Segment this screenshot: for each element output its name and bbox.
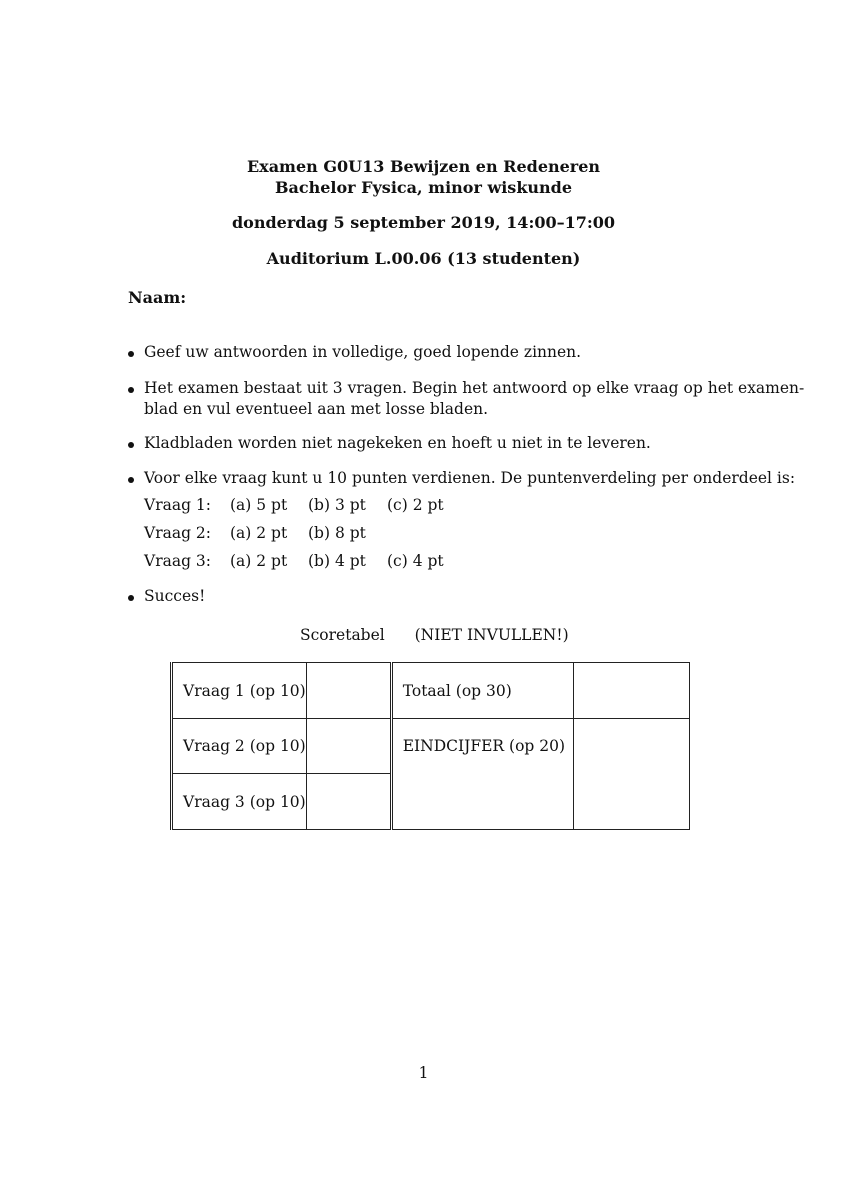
points-part: (b) 4 pt — [308, 552, 366, 570]
instruction-exam-structure-line1: Het examen bestaat uit 3 vragen. Begin het antwoord op elke vraag op het examen- — [144, 379, 805, 397]
score-cell-q2 — [306, 719, 391, 774]
bullet-dot — [128, 387, 134, 393]
score-label-total: Totaal (op 30) — [391, 663, 573, 719]
instruction-exam-structure-line2: blad en vul eventueel aan met losse bladen. — [144, 400, 489, 418]
score-table — [170, 662, 690, 830]
points-row-label: Vraag 3: — [144, 552, 212, 570]
bullet-dot — [128, 351, 134, 357]
score-label-final: EINDCIJFER (op 20) — [391, 719, 573, 830]
score-table-title: Scoretabel — [300, 626, 385, 644]
points-part: (a) 2 pt — [230, 524, 288, 542]
score-cell-total — [573, 663, 689, 719]
score-cell-final — [573, 719, 689, 830]
name-label: Naam: — [128, 288, 187, 307]
score-cell-q1 — [306, 663, 391, 719]
exam-date: donderdag 5 september 2019, 14:00–17:00 — [231, 213, 616, 232]
points-part: (c) 2 pt — [387, 496, 444, 514]
bullet-dot — [128, 477, 134, 483]
points-row-label: Vraag 2: — [144, 524, 212, 542]
points-part: (b) 3 pt — [308, 496, 366, 514]
bullet-dot — [128, 442, 134, 448]
score-label-q3: Vraag 3 (op 10) — [172, 774, 307, 830]
instruction-good-luck: Succes! — [144, 587, 206, 605]
points-part: (b) 8 pt — [308, 524, 366, 542]
instruction-full-sentences: Geef uw antwoorden in volledige, goed lopende zinnen. — [144, 343, 582, 361]
page-number: 1 — [418, 1064, 429, 1082]
exam-program: Bachelor Fysica, minor wiskunde — [274, 178, 573, 197]
score-label-q2: Vraag 2 (op 10) — [172, 719, 307, 774]
score-table-warning: (NIET INVULLEN!) — [414, 626, 569, 644]
points-part: (a) 5 pt — [230, 496, 288, 514]
points-row-label: Vraag 1: — [144, 496, 212, 514]
instruction-points: Voor elke vraag kunt u 10 punten verdienen. De puntenverdeling per onderdeel is: — [144, 469, 796, 487]
instruction-scrap-paper: Kladbladen worden niet nagekeken en hoeft u niet in te leveren. — [144, 434, 651, 452]
bullet-dot — [128, 595, 134, 601]
exam-title: Examen G0U13 Bewijzen en Redeneren — [246, 157, 601, 176]
score-cell-q3 — [306, 774, 391, 830]
exam-location: Auditorium L.00.06 (13 studenten) — [266, 249, 581, 268]
score-label-q1: Vraag 1 (op 10) — [172, 663, 307, 719]
score-table-caption — [300, 626, 569, 644]
points-part: (a) 2 pt — [230, 552, 288, 570]
points-part: (c) 4 pt — [387, 552, 444, 570]
